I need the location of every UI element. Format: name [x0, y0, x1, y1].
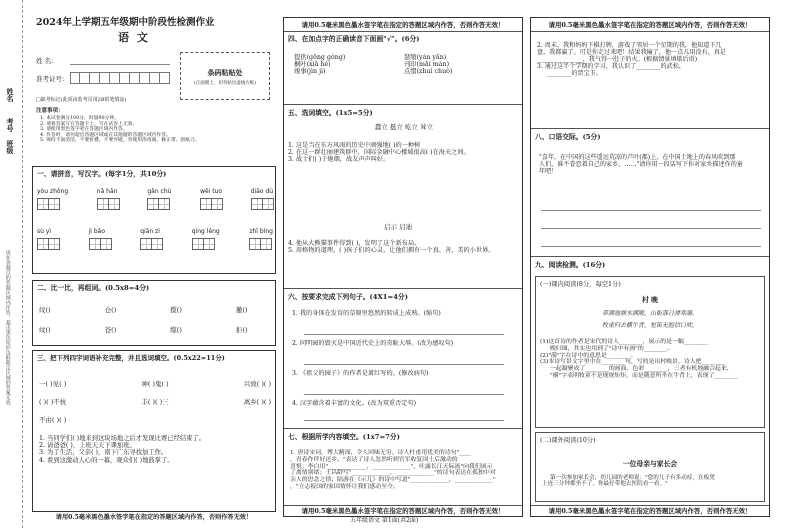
- divider: [531, 128, 769, 129]
- compare-char: 仓(: [104, 306, 114, 314]
- idiom-item[interactable]: 丰( )( )三: [141, 398, 169, 406]
- page-number: 五年级语文 第1面(共2面): [350, 517, 419, 524]
- idiom-item[interactable]: 神( )鬼( ): [141, 380, 169, 388]
- answer-line[interactable]: [304, 420, 504, 421]
- continued-line[interactable]: 3. 通过这半个学期的学习，我认识了________的武松，: [537, 63, 685, 70]
- left-footer-notice: 请用0.5毫米黑色墨水签字笔在指定的答题区域内作答，否则作答无效！: [55, 514, 253, 521]
- fill-sentence[interactable]: 1. 当同学们( )地来到这块场地之后才发现比赛已经结束了。: [39, 435, 206, 442]
- char-grid[interactable]: [89, 238, 111, 250]
- poem-questions: [540, 339, 764, 380]
- char-grid[interactable]: [140, 238, 162, 250]
- oral-line: 人们，谁不眷恋着自己的家乡，……"请你用一段话写下你对家乡描述作的童: [539, 161, 743, 168]
- idiom-item[interactable]: ( )( )不杭: [39, 398, 67, 406]
- char-grid[interactable]: [147, 198, 171, 210]
- section-2-title: 二、比一比，再组词。(0.5x8=4分): [37, 284, 150, 292]
- middle-header-notice: 请用0.5毫米黑色墨水签字笔在指定的答题区域内作答，否则作答无效！: [284, 18, 522, 32]
- char-grid[interactable]: [251, 198, 273, 210]
- note-item: 3. 请使用黑色签字笔在答题区域内作答。: [40, 127, 128, 133]
- compare-char: 拒(: [235, 326, 245, 334]
- char-grid[interactable]: [37, 238, 59, 250]
- answer-blank[interactable]: ): [113, 326, 117, 334]
- pinyin-label: sù yì: [37, 228, 52, 235]
- compare-char: 缆(: [170, 326, 180, 334]
- idiom-row-2: [39, 399, 271, 406]
- answer-blank[interactable]: ): [113, 306, 117, 314]
- middle-footer-notice: 请用0.5毫米黑色墨水签字笔在指定的答题区域内作答，否则作答无效！: [284, 505, 522, 516]
- section-3-title: 三、把下列四字词语补充完整，并且选词填空。(0.5x22=11分): [37, 354, 225, 362]
- sentence-task: 1. 我的身体在发育的草原里悠然的转成上成熟。(缩句): [292, 310, 441, 317]
- poetry-line[interactable]: 1. 唐诗宋词，博大精深，令人回味无穷。诗人杜甫用优美的诗句"____: [290, 450, 472, 456]
- divider: [284, 428, 522, 429]
- fill-sentence[interactable]: 3. 战士们( )于炮烟，战友声声叫好。: [288, 156, 390, 164]
- compare-char: 纹(: [39, 306, 49, 314]
- subject-title: 语 文: [118, 31, 150, 44]
- section-5-title: 五、选词填空。(1x5=5分): [288, 109, 373, 117]
- poem-title: 村 晚: [642, 296, 658, 304]
- fill-sentence[interactable]: 5. 用格物的道理，( )孩子们的心灵，让他们拥有一个真、善、美的小世界。: [288, 247, 495, 255]
- fill-sentence[interactable]: 3. 为了生活，父亲( )，南下广东寻找加工作。: [39, 449, 168, 457]
- compare-char: 苍(: [104, 326, 114, 334]
- pinyin-label: yòu zhǒng: [37, 188, 69, 195]
- word-bank-1: [324, 124, 484, 136]
- section-7-title: 七、根据所学内容填空。(1x7=7分): [288, 433, 400, 441]
- question-line[interactable]: (3)本诗写景文字里中在________句，写的是出村晚景，诗人把________: [540, 359, 726, 366]
- pronunciation-item[interactable]: 竣事(jìn ji): [294, 68, 326, 76]
- notes-list: [40, 116, 200, 144]
- side-label-ticket: 考号: [6, 118, 16, 132]
- answer-blank[interactable]: ): [179, 306, 182, 314]
- note-item: 4. 作答时，请勿超出答题区域或在其他题的答题区域内作答。: [40, 132, 171, 138]
- pinyin-label: jì bǎo: [88, 228, 105, 235]
- answer-line[interactable]: [541, 246, 761, 247]
- pinyin-label: qiān zì: [140, 228, 160, 235]
- s5-sentences-1: [288, 142, 520, 163]
- reading-1-title: (一)课内阅读(8分，每空1分): [540, 281, 621, 288]
- continued-line[interactable]: 2. 周末，我和妈妈下棋打牌，游戏了邻居一个星期的我，他知道下几: [537, 42, 722, 49]
- s5-sentences-2: [288, 240, 520, 254]
- poem-line: 草满池塘水满陂，山衔落日浸寒漪。: [601, 310, 698, 317]
- side-notice: 请在各题目的答题区域内作答，超出黑色矩形边框限定区域的答案无效: [4, 250, 11, 405]
- question-line[interactable]: 一起凝聚成了________的画面，色彩________，三者有机地融合起来，: [550, 366, 733, 373]
- note-item: 2. 请将答案写在答题卡上，写在试卷上无效。: [40, 121, 138, 127]
- fill-sentence[interactable]: 2. 在这一群壮丽建筑群中，国际金融中心楼域很高( )在海天之间。: [288, 149, 470, 157]
- compare-char: 纹(: [39, 326, 49, 334]
- idiom-item[interactable]: 离乡( )( ): [243, 398, 271, 406]
- right-panel: [530, 17, 770, 517]
- question-line[interactable]: "横"字表明牧童不是规规矩矩，而是随意所坐在牛背上，表现了________: [550, 372, 739, 379]
- answer-blank[interactable]: ): [48, 306, 51, 314]
- answer-line[interactable]: [541, 228, 761, 229]
- compare-row-1: [39, 307, 271, 314]
- poetry-line[interactable]: 了离情别绪；王昌龄写"_____________，_____________"的诗句表达在孤独中对: [290, 470, 496, 477]
- continued-line[interactable]: _______________，我气得一肚子的火。(根据情景填歇后语): [537, 56, 698, 63]
- sentence-task: 3. 《祖父的园子》的作者是萧红写的。(修改病句): [292, 370, 429, 377]
- continued-line[interactable]: ________的贾宝玉。: [547, 70, 602, 77]
- name-label: 姓 名：: [36, 57, 58, 65]
- pinyin-label: nǎ hān: [96, 188, 118, 195]
- pronunciation-item[interactable]: 瑟缩(yán yǎn): [404, 54, 447, 61]
- compare-row-2: [39, 327, 271, 334]
- section-3-box: [32, 350, 276, 512]
- answer-blank[interactable]: ): [244, 326, 248, 334]
- question-line[interactable]: (2)"漪"字在诗中的意思是________。: [540, 352, 637, 359]
- answer-line[interactable]: [304, 334, 504, 335]
- pinyin-label: diāo dù: [250, 188, 273, 195]
- answer-blank[interactable]: ): [179, 326, 182, 334]
- section-6-title: 六、按要求完成下列句子。(4X1=4分): [288, 293, 408, 301]
- note-item: 1. 本试卷满分100分，时量90分钟。: [40, 116, 119, 121]
- fill-sentence[interactable]: 4. 他从大熊猫事件得到( )，发明了这个新布局。: [288, 240, 421, 247]
- poetry-fill: [290, 450, 520, 491]
- section-1-box: [32, 166, 276, 274]
- answer-blank[interactable]: ): [244, 306, 248, 314]
- pinyin-label: wēi tuo: [200, 188, 223, 195]
- section-4-title: 四、在加点字的正确读音下面画"√"。(6分): [288, 35, 420, 43]
- pinyin-label: gǎn chù: [147, 188, 172, 195]
- answer-line[interactable]: [541, 210, 761, 211]
- divider: [531, 256, 769, 257]
- compare-char: 撤(: [235, 306, 245, 314]
- divider: [284, 104, 522, 105]
- section-9-title: 九、阅读检测。(16分): [535, 261, 606, 269]
- word-bank-2: 启示 启迪: [384, 223, 413, 231]
- right-footer-notice: 请用0.5毫米黑色墨水签字笔在指定的答题区域内作答，否则作答无效！: [531, 505, 769, 516]
- fill-sentence[interactable]: 1. 这是当在东方风雨的历史中顽强地( )的一种树: [288, 142, 421, 149]
- pronunciation-item[interactable]: 刊印(mǎi mán): [404, 61, 450, 69]
- section-2-box: [32, 280, 276, 346]
- answer-line[interactable]: [304, 364, 504, 365]
- char-grid[interactable]: [249, 238, 273, 250]
- char-grid[interactable]: [200, 198, 222, 210]
- essay-title: 一位母亲与家长会: [622, 460, 678, 468]
- barcode-area: [180, 52, 270, 100]
- oral-prompt: [539, 154, 767, 175]
- pinyin-row-1: [37, 189, 273, 210]
- idiom-item[interactable]: 兴致( )( ): [243, 380, 271, 388]
- name-field[interactable]: [70, 64, 170, 65]
- idiom-row-1: [39, 381, 271, 388]
- divider: [284, 288, 522, 289]
- left-side-strip: [0, 0, 28, 528]
- word-bank-text: 蠢立 挺立 屹立 耸立: [374, 123, 434, 131]
- idiom-item[interactable]: 不由( )( ): [39, 416, 67, 424]
- idiom-sentences: [39, 435, 205, 464]
- ticket-number-boxes[interactable]: [70, 72, 170, 84]
- side-label-name: 姓名: [6, 88, 16, 102]
- sentence-task: 4. 汉字蕴含着丰富的文化。(改为双重否定句): [292, 400, 417, 407]
- notes-title: 注意事项：: [36, 108, 64, 114]
- side-label-class: 班级: [6, 140, 16, 154]
- essay-line: 上连三分钟都坐不了，你最好带他去医院看一看。": [542, 481, 668, 488]
- reading-2-title: (二)课外阅读(10分): [540, 437, 596, 444]
- essay-body: [542, 475, 762, 488]
- essay-line: 第一次参加家长会，幼儿园的老师说："您的儿子有多动症，在板凳: [550, 475, 715, 481]
- question-line[interactable]: (1)这首诗的作者是宋代的诗人________，展示的是一幅________: [540, 339, 708, 345]
- fill-sentence[interactable]: 2. 请爸爸( )，上班天天下课加班。: [39, 442, 136, 450]
- side-cut-line: [22, 0, 23, 528]
- barcode-note: (正面朝上，切勿贴出虚线方框): [193, 81, 256, 86]
- char-grid[interactable]: [97, 198, 119, 210]
- section-1-title: 一、请拼音，写汉字。(每字1分，共10分): [37, 170, 167, 178]
- reading-outer-box: [535, 432, 765, 502]
- reading-inner-box: [535, 276, 765, 428]
- sentence-task: 2. 同明园的毁灭是中国近代史上的奇耻大辱。(改为感叹句): [292, 340, 454, 347]
- middle-panel: [283, 17, 523, 517]
- poetry-line[interactable]: ，"立志报国的家国情怀让我们感动至今。: [290, 483, 399, 490]
- pronunciation-item[interactable]: 点缀(zhuì chuò): [404, 68, 453, 76]
- question-line[interactable]: 晚归图，其实也用到了"诗中有画"的________。: [550, 345, 674, 352]
- fill-sentence[interactable]: 4. 看到这激动人心的一幕，观众们( )地鼓掌了。: [39, 456, 174, 464]
- poem-line: 牧童归去横牛背，短笛无腔信口吹。: [601, 322, 698, 329]
- pinyin-label: zhī bǐng: [249, 228, 273, 235]
- char-grid[interactable]: [192, 238, 220, 250]
- pronunciation-item[interactable]: 桐叶(xiǎ hé): [294, 61, 331, 69]
- exam-title: 2024年上学期五年级期中阶段性检测作业: [36, 17, 215, 28]
- ticket-label: 准考证号：: [36, 75, 69, 83]
- pinyin-row-2: [37, 229, 273, 250]
- absent-note[interactable]: □缺考标记(此项由监考员用2B铅笔填涂): [36, 97, 127, 103]
- poetry-line[interactable]: ，青春作伴好还乡。"表达了诗人忽然听到官军收复国土后激动的: [290, 456, 458, 463]
- note-item: 5. 保持卡面清洁，不要折叠，不要弄破，勿使用涂改液、修正带、刮纸刀。: [40, 138, 200, 144]
- oral-line: "喜年，在中国的这些遥远荒凉的芦叶(都)上，在中国土地上的春风吹到那: [539, 154, 736, 161]
- continued-items: [537, 42, 767, 77]
- compare-char: 揽(: [170, 306, 180, 314]
- pronunciation-grid: [294, 54, 514, 76]
- char-grid[interactable]: [37, 198, 68, 210]
- answer-blank[interactable]: ): [48, 326, 51, 334]
- right-header-notice: 请用0.5毫米黑色墨水签字笔在指定的答题区域内作答，否则作答无效！: [531, 18, 769, 32]
- oral-line: 年吧！: [539, 168, 558, 175]
- idiom-item[interactable]: 一( )见( ): [39, 380, 67, 388]
- continued-line[interactable]: 盘，我都赢了。可是你走过来吧！结果我输了，他一点儿用没有，真是: [537, 49, 726, 56]
- pronunciation-item[interactable]: 提供(gōng gòng): [294, 54, 346, 61]
- barcode-title: 条码粘贴处: [207, 68, 243, 77]
- poetry-line[interactable]: 亲人的思念之情；陆游在《示儿》的诗中写道"_____________，_____________": [290, 477, 496, 484]
- poetry-line[interactable]: 喜悦；李白用"_____________，_____________"，吐露长江天际流"向我们展示: [290, 463, 493, 470]
- pinyin-label: qíng lěng: [191, 228, 220, 235]
- answer-line[interactable]: [304, 394, 504, 395]
- section-8-title: 八、口语交际。(5分): [535, 133, 601, 141]
